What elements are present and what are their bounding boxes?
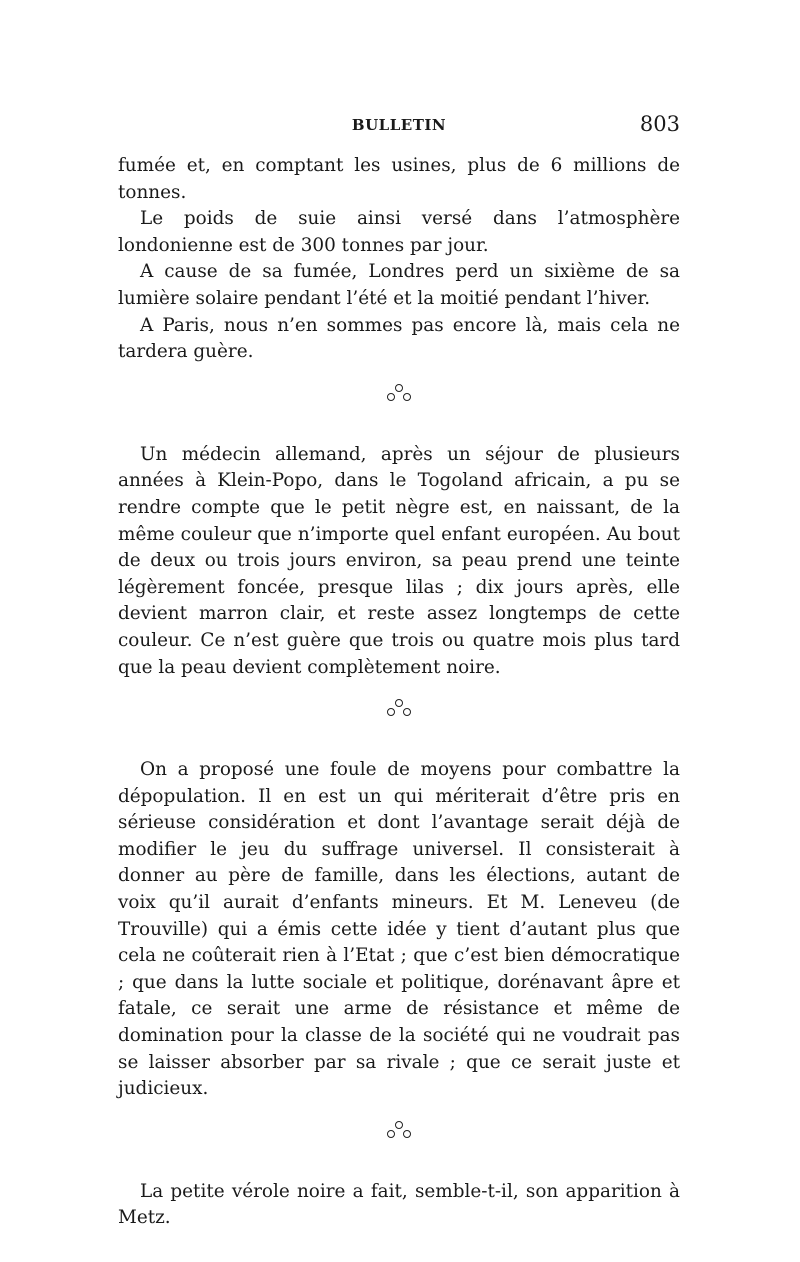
section-separator xyxy=(118,681,680,757)
asterism-ornament xyxy=(384,699,414,721)
page-number: 803 xyxy=(639,112,680,136)
asterism-ornament xyxy=(384,384,414,406)
running-head: BULLETIN xyxy=(351,116,447,134)
body-text xyxy=(118,153,680,1232)
paragraph: A cause de sa fumée, Londres perd un sixième de sa lumière solaire pendant l’été et la moitié pendant l’hiver. xyxy=(118,261,680,309)
paragraph: On a proposé une foule de moyens pour combattre la dépopulation. Il en est un qui mériterait d’être pris en sérieuse considération et dont l’avantage serait déjà de modifier le jeu du suffrage universel. Il consisterait à donner au père de famille, dans les élections, autant de voix qu’il aurait d’enfants mineurs. Et M. Leneveu (de Trouville) qui a émis cette idée y tient d’autant plus que cela ne coûterait rien à l’Etat ; que c’est bien démocratique ; que dans la lutte sociale et politique, dorénavant âpre et fatale, ce serait une arme de résistance et même de domination pour la classe de la société qui ne voudrait pas se laisser absorber par sa rivale ; que ce serait juste et judicieux. xyxy=(118,759,680,1100)
section-separator xyxy=(118,366,680,442)
asterism-ornament xyxy=(384,1121,414,1143)
paragraph: Le poids de suie ainsi versé dans l’atmosphère londonienne est de 300 tonnes par jour. xyxy=(118,208,680,256)
section-separator xyxy=(118,1103,680,1179)
paragraph: Un médecin allemand, après un séjour de plusieurs années à Klein-Popo, dans le Togoland africain, a pu se rendre compte que le petit nègre est, en naissant, de la même couleur que n’importe quel enfant européen. Au bout de deux ou trois jours environ, sa peau prend une teinte légèrement foncée, presque lilas ; dix jours après, elle devient marron clair, et reste assez longtemps de cette couleur. Ce n’est guère que trois ou quatre mois plus tard que la peau devient complètement noire. xyxy=(118,443,680,678)
paragraph: A Paris, nous n’en sommes pas encore là, mais cela ne tardera guère. xyxy=(118,314,680,363)
page-header xyxy=(118,112,680,140)
paragraph: La petite vérole noire a fait, semble-t-il, son apparition à Metz. xyxy=(118,1180,680,1229)
paragraph-continuation: fumée et, en comptant les usines, plus de 6 millions de tonnes. xyxy=(118,155,680,203)
